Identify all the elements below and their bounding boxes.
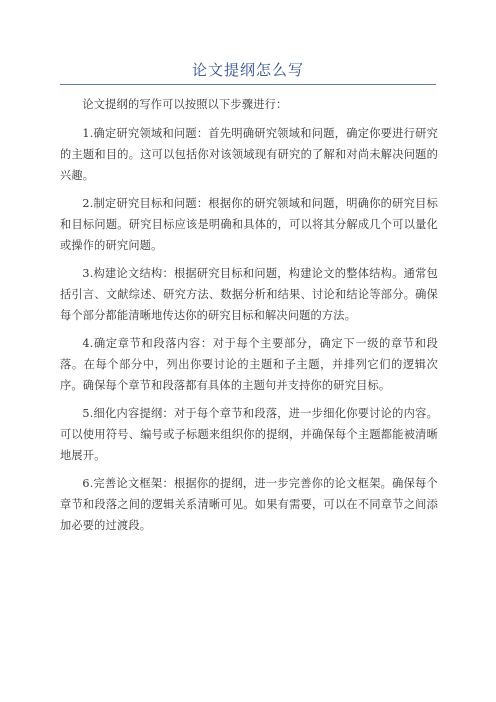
title-divider xyxy=(60,84,436,85)
document-body xyxy=(60,94,438,543)
step-paragraph-5: 5.细化内容提纲：对于每个章节和段落，进一步细化你要讨论的内容。可以使用符号、编号或子标题来组织你的提纲，并确保每个主题都能被清晰地展开。 xyxy=(60,407,438,462)
step-paragraph-3: 3.构建论文结构：根据研究目标和问题，构建论文的整体结构。通常包括引言、文献综述、研究方法、数据分析和结果、讨论和结论等部分。确保每个部分都能清晰地传达你的研究目标和解决问题的方法。 xyxy=(60,267,438,322)
step-paragraph-2: 2.制定研究目标和问题：根据你的研究领域和问题，明确你的研究目标和目标问题。研究目标应该是明确和具体的，可以将其分解成几个可以量化或操作的研究问题。 xyxy=(60,197,438,252)
step-paragraph-6: 6.完善论文框架：根据你的提纲，进一步完善你的论文框架。确保每个章节和段落之间的逻辑关系清晰可见。如果有需要，可以在不同章节之间添加必要的过渡段。 xyxy=(60,477,438,532)
step-paragraph-1: 1.确定研究领域和问题：首先明确研究领域和问题，确定你要进行研究的主题和目的。这可以包括你对该领域现有研究的了解和对尚未解决问题的兴趣。 xyxy=(60,127,438,182)
intro-paragraph: 论文提纲的写作可以按照以下步骤进行： xyxy=(82,98,288,111)
page-title: 论文提纲怎么写 xyxy=(191,61,304,79)
step-paragraph-4: 4.确定章节和段落内容：对于每个主要部分，确定下一级的章节和段落。在每个部分中，列出你要讨论的主题和子主题，并排列它们的逻辑次序。确保每个章节和段落都有具体的主题句并支持你的研究目标。 xyxy=(60,337,438,392)
